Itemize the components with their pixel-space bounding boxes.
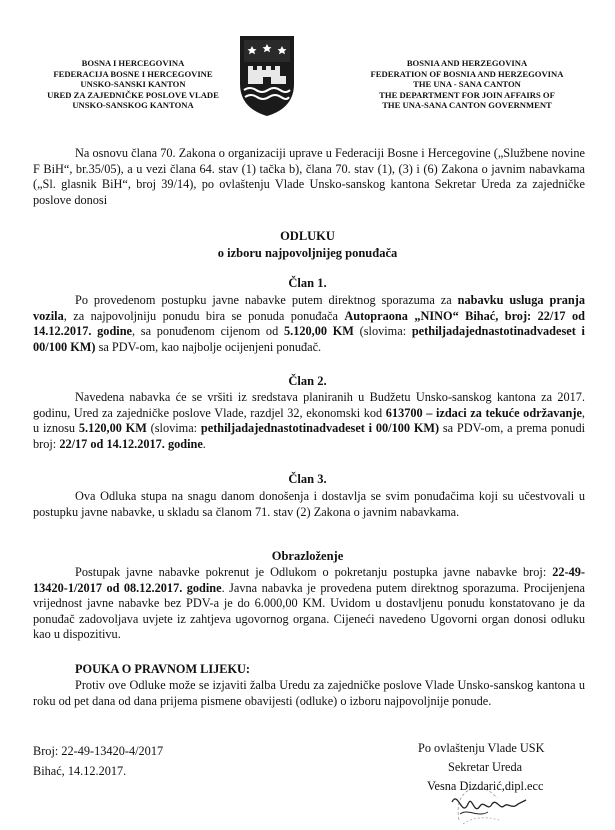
header-right-line: BOSNIA AND HERZEGOVINA — [406, 58, 528, 68]
signatory-name: Vesna Dizdarić,dipl.ecc — [427, 779, 544, 793]
clan1-heading: Član 1. — [288, 276, 327, 290]
clan2-heading: Član 2. — [288, 374, 327, 388]
header-left — [28, 58, 238, 111]
header-right-line: THE UNA-SANA CANTON GOVERNMENT — [382, 100, 552, 110]
header-right-line: THE UNA - SANA CANTON — [413, 79, 521, 89]
clan2-paragraph: Navedena nabavka će se vršiti iz sredstava planiranih u Budžetu Unsko-sanskog kantona za 2017. godinu, Ured za zajedničke poslove Vlade, razdjel 32, ekonomski kod 613700 – izdaci za tekuće održavanje, u iznosu 5.120,00 KM (slovima: pethiljadajednastotinadvadeset i 00/100 KM) sa PDV-om, a prema ponudi broj: 22/17 od 14.12.2017. godine. — [33, 390, 586, 451]
coat-of-arms-icon — [236, 32, 298, 118]
obrazlozenje-heading: Obrazloženje — [271, 549, 344, 563]
header-left-line: URED ZA ZAJEDNIČKE POSLOVE VLADE — [47, 89, 219, 100]
document-subtitle: o izboru najpovoljnijeg ponuđača — [217, 246, 398, 260]
header-left-line: UNSKO-SANSKI KANTON — [80, 79, 186, 89]
obrazlozenje-paragraph: Postupak javne nabavke pokrenut je Odlukom o pokretanju postupka javne nabavke broj: 22-49-13420-1/2017 od 08.12.2017. godine. Javna nabavka je provedena putem direktnog sporazuma. Procijenjena vrijednost javne nabavke bez PDV-a je do 6.000,00 KM. Uvidom u dostavljenu ponudu konstatovano je da ponuđač zadovoljava uvjete iz zahtjeva ugovornog organa. Cijeneći navedeno Ugovorni organ donosi odluku kao u dispozitivu. — [33, 565, 586, 642]
clan1-paragraph: Po provedenom postupku javne nabavke putem direktnog sporazuma za nabavku usluga pranja vozila, za najpovoljniju ponudu bira se ponuda ponuđača Autopraona „NINO“ Bihać, broj: 22/17 od 14.12.2017. godine, sa ponuđenom cijenom od 5.120,00 KM (slovima: pethiljadajednastotinadvadeset i 00/100 KM) sa PDV-om, kao najbolje ocijenjeni ponuđač. — [33, 293, 586, 354]
document-title: ODLUKU — [280, 229, 335, 243]
clan3-heading: Član 3. — [288, 472, 327, 486]
signatory-line-2: Sekretar Ureda — [448, 760, 523, 774]
header-right-line: THE DEPARTMENT FOR JOIN AFFAIRS OF — [379, 89, 555, 100]
pouka-heading: POUKA O PRAVNOM LIJEKU: — [75, 662, 251, 676]
header-right — [352, 58, 582, 111]
header-left-line: FEDERACIJA BOSNE I HERCEGOVINE — [53, 68, 213, 79]
header-right-line: FEDERATION OF BOSNIA AND HERZEGOVINA — [370, 68, 564, 79]
document-number: Broj: 22-49-13420-4/2017 — [33, 744, 164, 758]
header-left-line: BOSNA I HERCEGOVINA — [81, 58, 185, 68]
pouka-paragraph: Protiv ove Odluke može se izjaviti žalba Uredu za zajedničke poslove Vlade Unsko-sanskog kantona u roku od pet dana od dana prijema pismene obavijesti (odluke) o izboru najpovoljnije ponude. — [33, 678, 585, 708]
header-left-line: UNSKO-SANSKOG KANTONA — [72, 100, 194, 110]
place-date: Bihać, 14.12.2017. — [33, 764, 127, 778]
signatory-line-1: Po ovlaštenju Vlade USK — [418, 741, 545, 755]
signature-icon — [448, 788, 538, 822]
clan3-paragraph: Ova Odluka stupa na snagu danom donošenja i dostavlja se svim ponuđačima koji su učestvovali u postupku javne nabavke, u skladu sa članom 71. stav (2) Zakona o javnim nabavkama. — [33, 489, 585, 519]
intro-paragraph: Na osnovu člana 70. Zakona o organizaciji uprave u Federaciji Bosne i Hercegovine („Službene novine F BiH“, br.35/05), a u vezi člana 64. stav (1) tačka b), člana 70. stav (1), (3) i (6) Zakona o javnim nabavkama („Sl. glasnik BiH“, broj 39/14), po ovlaštenju Vlade Unsko-sanskog kantona Sekretar Ureda za zajedničke poslove donosi — [33, 146, 585, 207]
